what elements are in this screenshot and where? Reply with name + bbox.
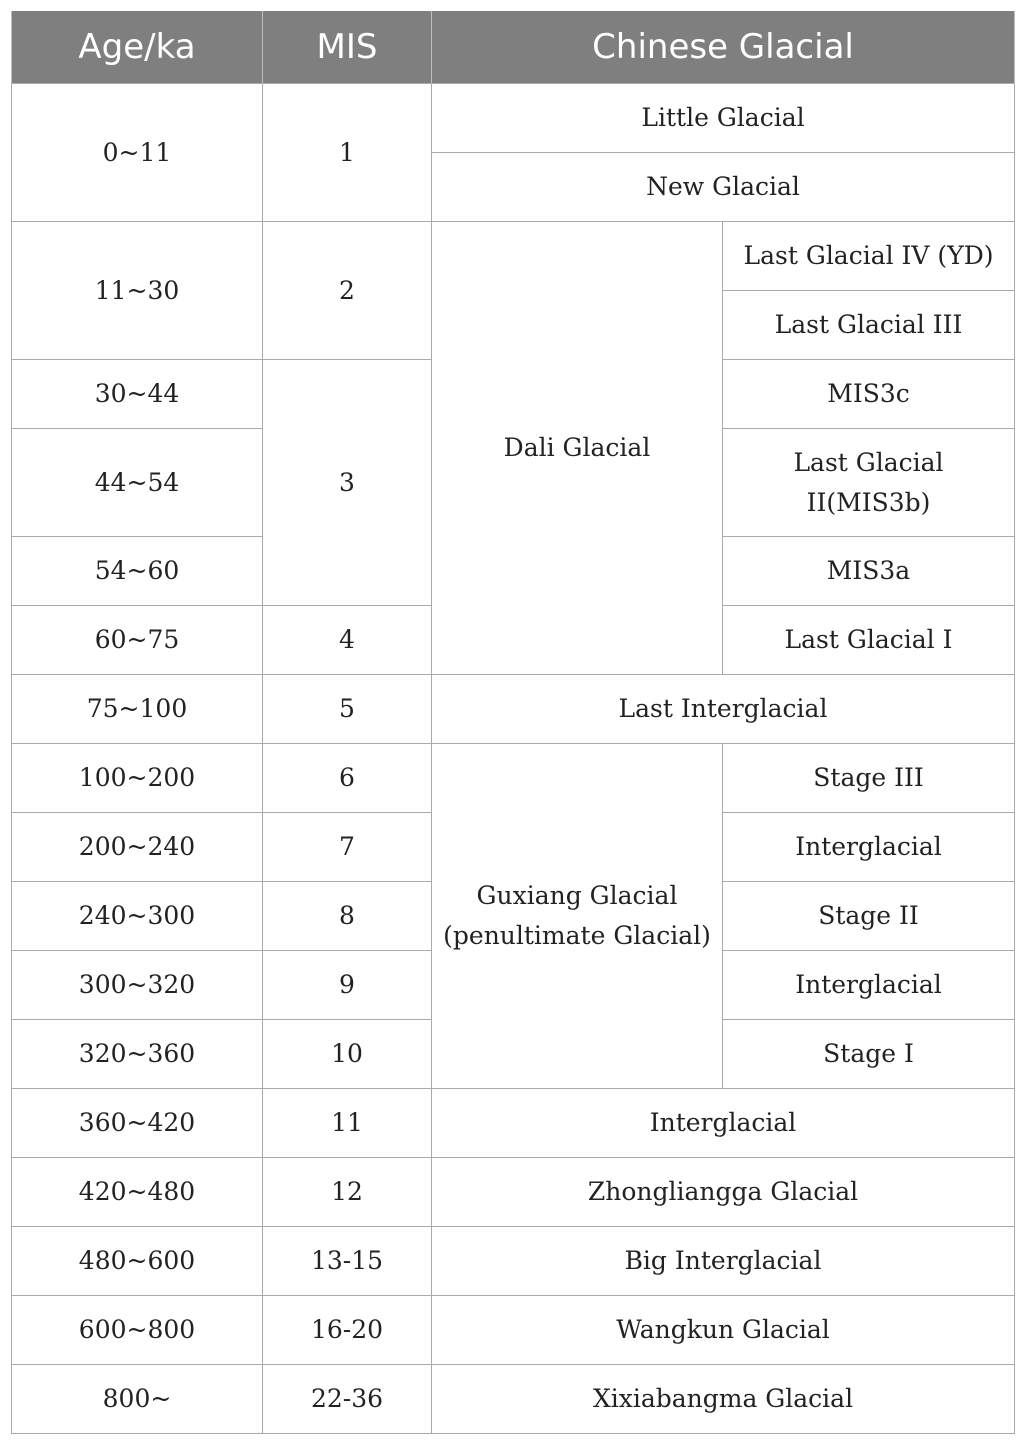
- table-row: [12, 744, 1015, 813]
- sub-glacial-cell: Last Glacial III: [723, 291, 1015, 360]
- table-row: [12, 1089, 1015, 1158]
- glacial-cell: New Glacial: [432, 153, 1015, 222]
- glacial-cell: Last Interglacial: [432, 675, 1015, 744]
- mis-cell: 10: [263, 1020, 432, 1089]
- age-cell: 44~54: [12, 429, 263, 537]
- age-cell: 240~300: [12, 882, 263, 951]
- mis-cell: 4: [263, 606, 432, 675]
- sub-glacial-cell: Last Glacial I: [723, 606, 1015, 675]
- age-cell: 600~800: [12, 1296, 263, 1365]
- age-cell: 11~30: [12, 222, 263, 360]
- sub-glacial-cell: MIS3a: [723, 537, 1015, 606]
- glacial-cell: Little Glacial: [432, 84, 1015, 153]
- glacial-cell: Zhongliangga Glacial: [432, 1158, 1015, 1227]
- mis-cell: 11: [263, 1089, 432, 1158]
- table-row: [12, 84, 1015, 153]
- glacial-table: [11, 11, 1015, 1434]
- mis-cell: 8: [263, 882, 432, 951]
- header-age: Age/ka: [12, 11, 263, 84]
- sub-glacial-cell: Interglacial: [723, 951, 1015, 1020]
- table-row: [12, 1158, 1015, 1227]
- mis-cell: 6: [263, 744, 432, 813]
- glacial-group-cell: Dali Glacial: [432, 222, 723, 675]
- mis-cell: 2: [263, 222, 432, 360]
- table-row: [12, 675, 1015, 744]
- sub-glacial-cell: Last Glacial II(MIS3b): [723, 429, 1015, 537]
- age-cell: 800~: [12, 1365, 263, 1434]
- mis-cell: 22-36: [263, 1365, 432, 1434]
- mis-cell: 9: [263, 951, 432, 1020]
- mis-cell: 7: [263, 813, 432, 882]
- glacial-group-cell: Guxiang Glacial (penultimate Glacial): [432, 744, 723, 1089]
- glacial-cell: Big Interglacial: [432, 1227, 1015, 1296]
- header-mis: MIS: [263, 11, 432, 84]
- sub-glacial-cell: Last Glacial IV (YD): [723, 222, 1015, 291]
- glacial-cell: Interglacial: [432, 1089, 1015, 1158]
- age-cell: 200~240: [12, 813, 263, 882]
- age-cell: 0~11: [12, 84, 263, 222]
- mis-cell: 1: [263, 84, 432, 222]
- age-cell: 360~420: [12, 1089, 263, 1158]
- age-cell: 300~320: [12, 951, 263, 1020]
- mis-cell: 3: [263, 360, 432, 606]
- age-cell: 480~600: [12, 1227, 263, 1296]
- mis-cell: 5: [263, 675, 432, 744]
- age-cell: 60~75: [12, 606, 263, 675]
- age-cell: 320~360: [12, 1020, 263, 1089]
- table-row: [12, 1296, 1015, 1365]
- sub-glacial-cell: Stage III: [723, 744, 1015, 813]
- age-cell: 30~44: [12, 360, 263, 429]
- sub-glacial-cell: Stage II: [723, 882, 1015, 951]
- sub-glacial-cell: Stage I: [723, 1020, 1015, 1089]
- table-row: [12, 222, 1015, 291]
- mis-cell: 12: [263, 1158, 432, 1227]
- sub-glacial-cell: MIS3c: [723, 360, 1015, 429]
- age-cell: 54~60: [12, 537, 263, 606]
- table-header-row: [12, 11, 1015, 84]
- glacial-cell: Wangkun Glacial: [432, 1296, 1015, 1365]
- age-cell: 100~200: [12, 744, 263, 813]
- glacial-cell: Xixiabangma Glacial: [432, 1365, 1015, 1434]
- header-chinese-glacial: Chinese Glacial: [432, 11, 1015, 84]
- table-row: [12, 1365, 1015, 1434]
- table-row: [12, 1227, 1015, 1296]
- age-cell: 75~100: [12, 675, 263, 744]
- mis-cell: 13-15: [263, 1227, 432, 1296]
- age-cell: 420~480: [12, 1158, 263, 1227]
- sub-glacial-cell: Interglacial: [723, 813, 1015, 882]
- mis-cell: 16-20: [263, 1296, 432, 1365]
